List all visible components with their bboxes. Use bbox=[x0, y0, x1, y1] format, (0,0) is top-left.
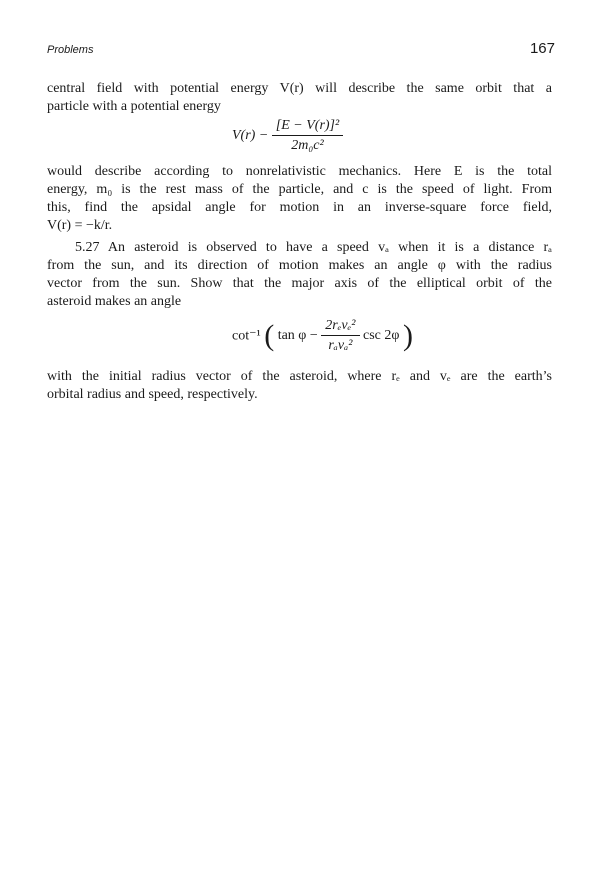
equation-fraction bbox=[321, 318, 359, 354]
equation-post: csc 2φ bbox=[363, 328, 400, 343]
fraction-denominator: rₐvₐ² bbox=[328, 338, 353, 353]
equation-fraction bbox=[272, 118, 343, 154]
body-line: with the initial radius vector of the asteroid, where rₑ and vₑ are the earth’s bbox=[47, 369, 552, 384]
equation-major-axis-angle bbox=[232, 318, 413, 354]
equation-lhs: V(r) − bbox=[232, 128, 269, 143]
fraction-denominator: 2m₀c² bbox=[291, 138, 324, 153]
right-paren: ) bbox=[402, 319, 413, 352]
body-line: central field with potential energy V(r) will describe the same orbit that a bbox=[47, 81, 552, 96]
body-line: particle with a potential energy bbox=[47, 99, 221, 114]
body-line: energy, m₀ is the rest mass of the particle, and c is the speed of light. From bbox=[47, 182, 552, 197]
page-number: 167 bbox=[529, 40, 555, 57]
equation-inner: tan φ − bbox=[277, 328, 318, 343]
fraction-numerator: [E − V(r)]² bbox=[272, 118, 343, 136]
left-paren: ( bbox=[264, 319, 275, 352]
equation-cot-inverse: cot⁻¹ bbox=[232, 328, 261, 344]
body-line: asteroid makes an angle bbox=[47, 294, 182, 309]
body-line: would describe according to nonrelativistic mechanics. Here E is the total bbox=[47, 164, 552, 179]
running-header-section: Problems bbox=[47, 44, 94, 56]
body-line: V(r) = −k/r. bbox=[47, 218, 113, 233]
equation-effective-potential bbox=[232, 118, 343, 154]
body-line: from the sun, and its direction of motion makes an angle φ with the radius bbox=[47, 258, 552, 273]
fraction-numerator: 2rₑvₑ² bbox=[321, 318, 359, 336]
body-line: vector from the sun. Show that the major axis of the elliptical orbit of the bbox=[47, 276, 552, 291]
body-line: this, find the apsidal angle for motion in an inverse-square force field, bbox=[47, 200, 552, 215]
body-line: orbital radius and speed, respectively. bbox=[47, 387, 258, 402]
problem-5-27-line: 5.27 An asteroid is observed to have a speed vₐ when it is a distance rₐ bbox=[75, 240, 552, 255]
